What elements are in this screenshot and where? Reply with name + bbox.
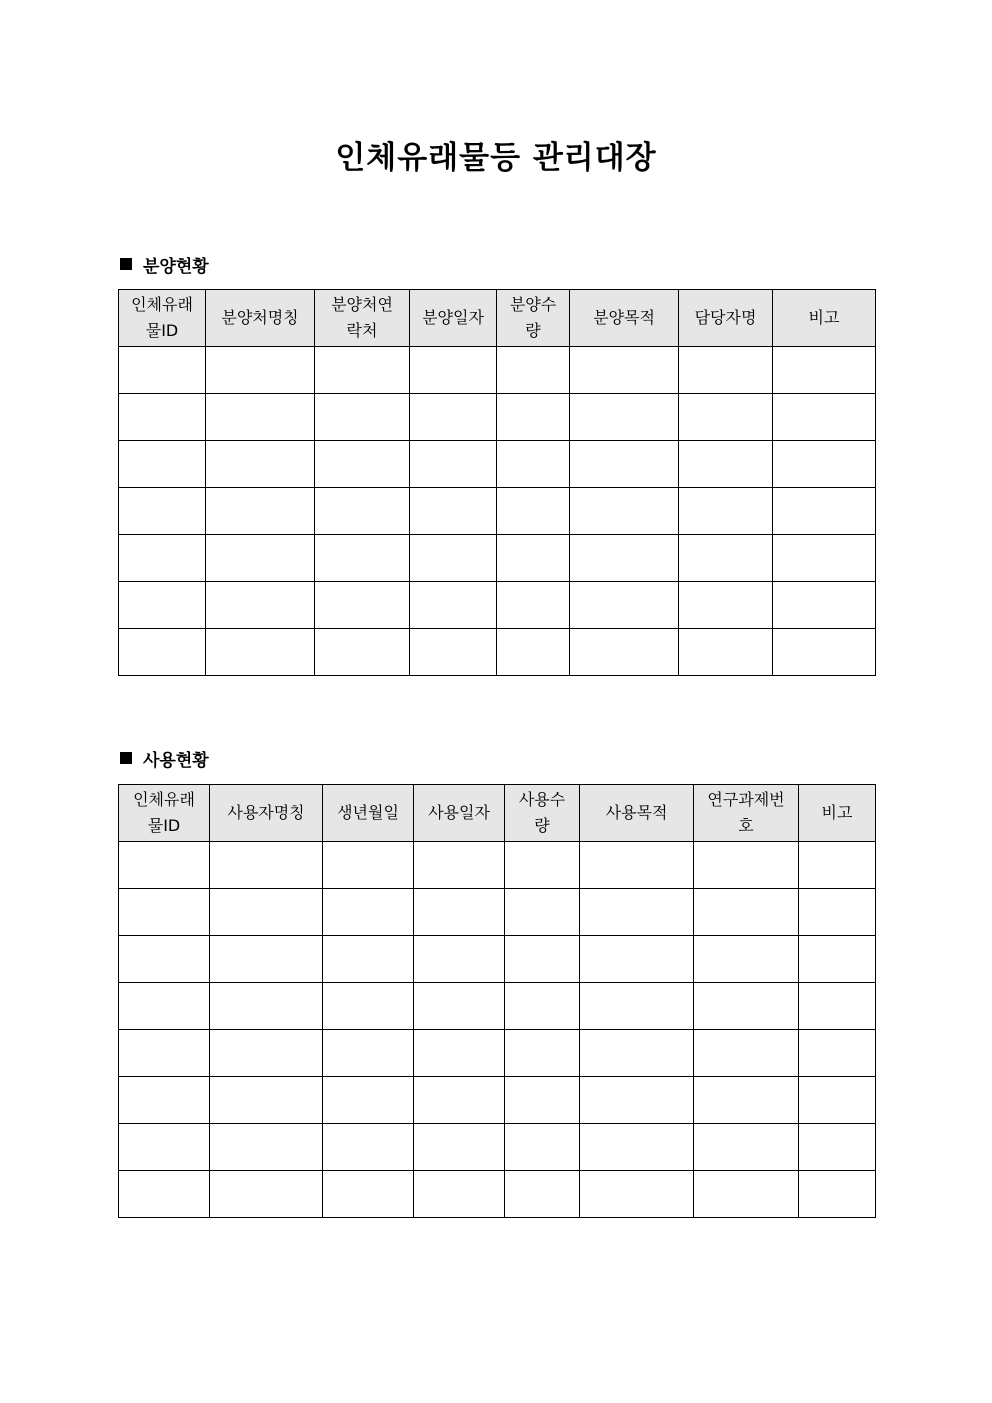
table-cell[interactable] <box>679 441 773 488</box>
usage-header-row <box>119 785 876 842</box>
table-row <box>119 347 876 394</box>
table-cell[interactable] <box>799 936 876 983</box>
table-cell[interactable] <box>210 983 323 1030</box>
table-cell[interactable] <box>773 394 876 441</box>
table-cell[interactable] <box>410 394 497 441</box>
distribution-section-label: 분양현황 <box>143 256 209 277</box>
table-cell[interactable] <box>315 347 410 394</box>
table-cell[interactable] <box>505 889 580 936</box>
table-cell[interactable] <box>799 1030 876 1077</box>
usage-table <box>118 784 876 1218</box>
table-cell[interactable] <box>570 535 679 582</box>
table-row <box>119 842 876 889</box>
table-cell[interactable] <box>315 629 410 676</box>
table-cell[interactable] <box>119 535 206 582</box>
table-cell[interactable] <box>799 1077 876 1124</box>
table-cell[interactable] <box>315 441 410 488</box>
column-header: 분양처명칭 <box>206 290 315 347</box>
table-cell[interactable] <box>119 1124 210 1171</box>
table-cell[interactable] <box>315 535 410 582</box>
table-cell[interactable] <box>414 842 505 889</box>
table-cell[interactable] <box>119 441 206 488</box>
table-cell[interactable] <box>206 441 315 488</box>
table-cell[interactable] <box>206 582 315 629</box>
column-header: 비고 <box>773 290 876 347</box>
table-cell[interactable] <box>210 1077 323 1124</box>
column-header: 분양목적 <box>570 290 679 347</box>
table-cell[interactable] <box>694 983 799 1030</box>
table-cell[interactable] <box>414 1124 505 1171</box>
table-cell[interactable] <box>694 842 799 889</box>
distribution-section-heading <box>120 252 209 276</box>
page-title: 인체유래물등 관리대장 <box>335 140 657 176</box>
table-cell[interactable] <box>323 842 414 889</box>
table-cell[interactable] <box>410 488 497 535</box>
table-cell[interactable] <box>580 889 694 936</box>
table-row <box>119 394 876 441</box>
table-cell[interactable] <box>414 1030 505 1077</box>
column-header: 분양처연 락처 <box>315 290 410 347</box>
table-cell[interactable] <box>119 936 210 983</box>
usage-section-label: 사용현황 <box>143 750 209 771</box>
table-cell[interactable] <box>323 889 414 936</box>
table-row <box>119 441 876 488</box>
table-cell[interactable] <box>119 842 210 889</box>
square-bullet-icon <box>120 258 132 270</box>
table-cell[interactable] <box>799 1124 876 1171</box>
table-cell[interactable] <box>497 488 570 535</box>
table-cell[interactable] <box>679 488 773 535</box>
table-cell[interactable] <box>694 1171 799 1218</box>
table-cell[interactable] <box>119 889 210 936</box>
table-cell[interactable] <box>570 582 679 629</box>
table-cell[interactable] <box>497 394 570 441</box>
table-row <box>119 629 876 676</box>
table-row <box>119 582 876 629</box>
table-row <box>119 535 876 582</box>
table-cell[interactable] <box>505 842 580 889</box>
table-cell[interactable] <box>799 842 876 889</box>
table-cell[interactable] <box>323 1124 414 1171</box>
table-cell[interactable] <box>119 1077 210 1124</box>
table-row <box>119 889 876 936</box>
table-cell[interactable] <box>580 1124 694 1171</box>
table-cell[interactable] <box>414 889 505 936</box>
table-cell[interactable] <box>580 1030 694 1077</box>
table-cell[interactable] <box>497 441 570 488</box>
table-row <box>119 983 876 1030</box>
table-cell[interactable] <box>119 983 210 1030</box>
table-cell[interactable] <box>315 488 410 535</box>
column-header: 비고 <box>799 785 876 842</box>
table-cell[interactable] <box>119 1030 210 1077</box>
column-header: 인체유래 물ID <box>119 290 206 347</box>
table-cell[interactable] <box>410 629 497 676</box>
table-row <box>119 1171 876 1218</box>
column-header: 사용목적 <box>580 785 694 842</box>
column-header: 사용일자 <box>414 785 505 842</box>
table-cell[interactable] <box>570 488 679 535</box>
table-cell[interactable] <box>570 629 679 676</box>
table-cell[interactable] <box>323 936 414 983</box>
table-cell[interactable] <box>694 1030 799 1077</box>
table-cell[interactable] <box>773 582 876 629</box>
table-cell[interactable] <box>773 535 876 582</box>
table-cell[interactable] <box>206 629 315 676</box>
table-cell[interactable] <box>679 394 773 441</box>
table-row <box>119 1030 876 1077</box>
table-cell[interactable] <box>410 347 497 394</box>
table-cell[interactable] <box>210 1171 323 1218</box>
table-cell[interactable] <box>580 1171 694 1218</box>
table-cell[interactable] <box>773 629 876 676</box>
table-cell[interactable] <box>206 535 315 582</box>
table-row <box>119 936 876 983</box>
table-cell[interactable] <box>679 535 773 582</box>
distribution-header-row <box>119 290 876 347</box>
table-cell[interactable] <box>119 394 206 441</box>
table-row <box>119 1077 876 1124</box>
table-cell[interactable] <box>497 582 570 629</box>
table-cell[interactable] <box>497 629 570 676</box>
table-cell[interactable] <box>210 889 323 936</box>
table-cell[interactable] <box>580 1077 694 1124</box>
table-cell[interactable] <box>580 936 694 983</box>
column-header: 분양수 량 <box>497 290 570 347</box>
table-cell[interactable] <box>773 441 876 488</box>
table-cell[interactable] <box>570 441 679 488</box>
table-cell[interactable] <box>505 1171 580 1218</box>
table-cell[interactable] <box>323 1171 414 1218</box>
table-cell[interactable] <box>497 535 570 582</box>
table-cell[interactable] <box>315 582 410 629</box>
table-cell[interactable] <box>414 936 505 983</box>
square-bullet-icon <box>120 752 132 764</box>
table-cell[interactable] <box>505 1077 580 1124</box>
table-cell[interactable] <box>570 394 679 441</box>
column-header: 생년월일 <box>323 785 414 842</box>
column-header: 연구과제번 호 <box>694 785 799 842</box>
table-cell[interactable] <box>323 983 414 1030</box>
table-cell[interactable] <box>799 983 876 1030</box>
table-cell[interactable] <box>315 394 410 441</box>
column-header: 분양일자 <box>410 290 497 347</box>
table-cell[interactable] <box>119 488 206 535</box>
table-cell[interactable] <box>119 1171 210 1218</box>
table-cell[interactable] <box>799 889 876 936</box>
table-cell[interactable] <box>414 1077 505 1124</box>
table-cell[interactable] <box>773 347 876 394</box>
table-cell[interactable] <box>323 1030 414 1077</box>
table-cell[interactable] <box>206 394 315 441</box>
table-cell[interactable] <box>505 983 580 1030</box>
table-cell[interactable] <box>410 535 497 582</box>
table-cell[interactable] <box>694 1124 799 1171</box>
table-cell[interactable] <box>119 629 206 676</box>
table-cell[interactable] <box>410 441 497 488</box>
table-cell[interactable] <box>497 347 570 394</box>
table-cell[interactable] <box>799 1171 876 1218</box>
table-cell[interactable] <box>505 1124 580 1171</box>
table-cell[interactable] <box>694 889 799 936</box>
table-cell[interactable] <box>119 582 206 629</box>
table-cell[interactable] <box>210 842 323 889</box>
table-cell[interactable] <box>414 983 505 1030</box>
table-row <box>119 488 876 535</box>
table-cell[interactable] <box>206 488 315 535</box>
table-cell[interactable] <box>773 488 876 535</box>
table-cell[interactable] <box>580 842 694 889</box>
table-cell[interactable] <box>206 347 315 394</box>
table-cell[interactable] <box>414 1171 505 1218</box>
table-cell[interactable] <box>679 347 773 394</box>
table-cell[interactable] <box>323 1077 414 1124</box>
table-cell[interactable] <box>210 1030 323 1077</box>
column-header: 사용자명칭 <box>210 785 323 842</box>
table-cell[interactable] <box>505 1030 580 1077</box>
table-row <box>119 1124 876 1171</box>
table-cell[interactable] <box>679 629 773 676</box>
column-header: 사용수 량 <box>505 785 580 842</box>
table-cell[interactable] <box>580 983 694 1030</box>
table-cell[interactable] <box>694 1077 799 1124</box>
table-cell[interactable] <box>119 347 206 394</box>
table-cell[interactable] <box>679 582 773 629</box>
column-header: 담당자명 <box>679 290 773 347</box>
usage-section-heading <box>120 746 209 770</box>
table-cell[interactable] <box>570 347 679 394</box>
table-cell[interactable] <box>694 936 799 983</box>
table-cell[interactable] <box>210 936 323 983</box>
table-cell[interactable] <box>210 1124 323 1171</box>
column-header: 인체유래 물ID <box>119 785 210 842</box>
distribution-table <box>118 289 876 676</box>
table-cell[interactable] <box>505 936 580 983</box>
table-cell[interactable] <box>410 582 497 629</box>
